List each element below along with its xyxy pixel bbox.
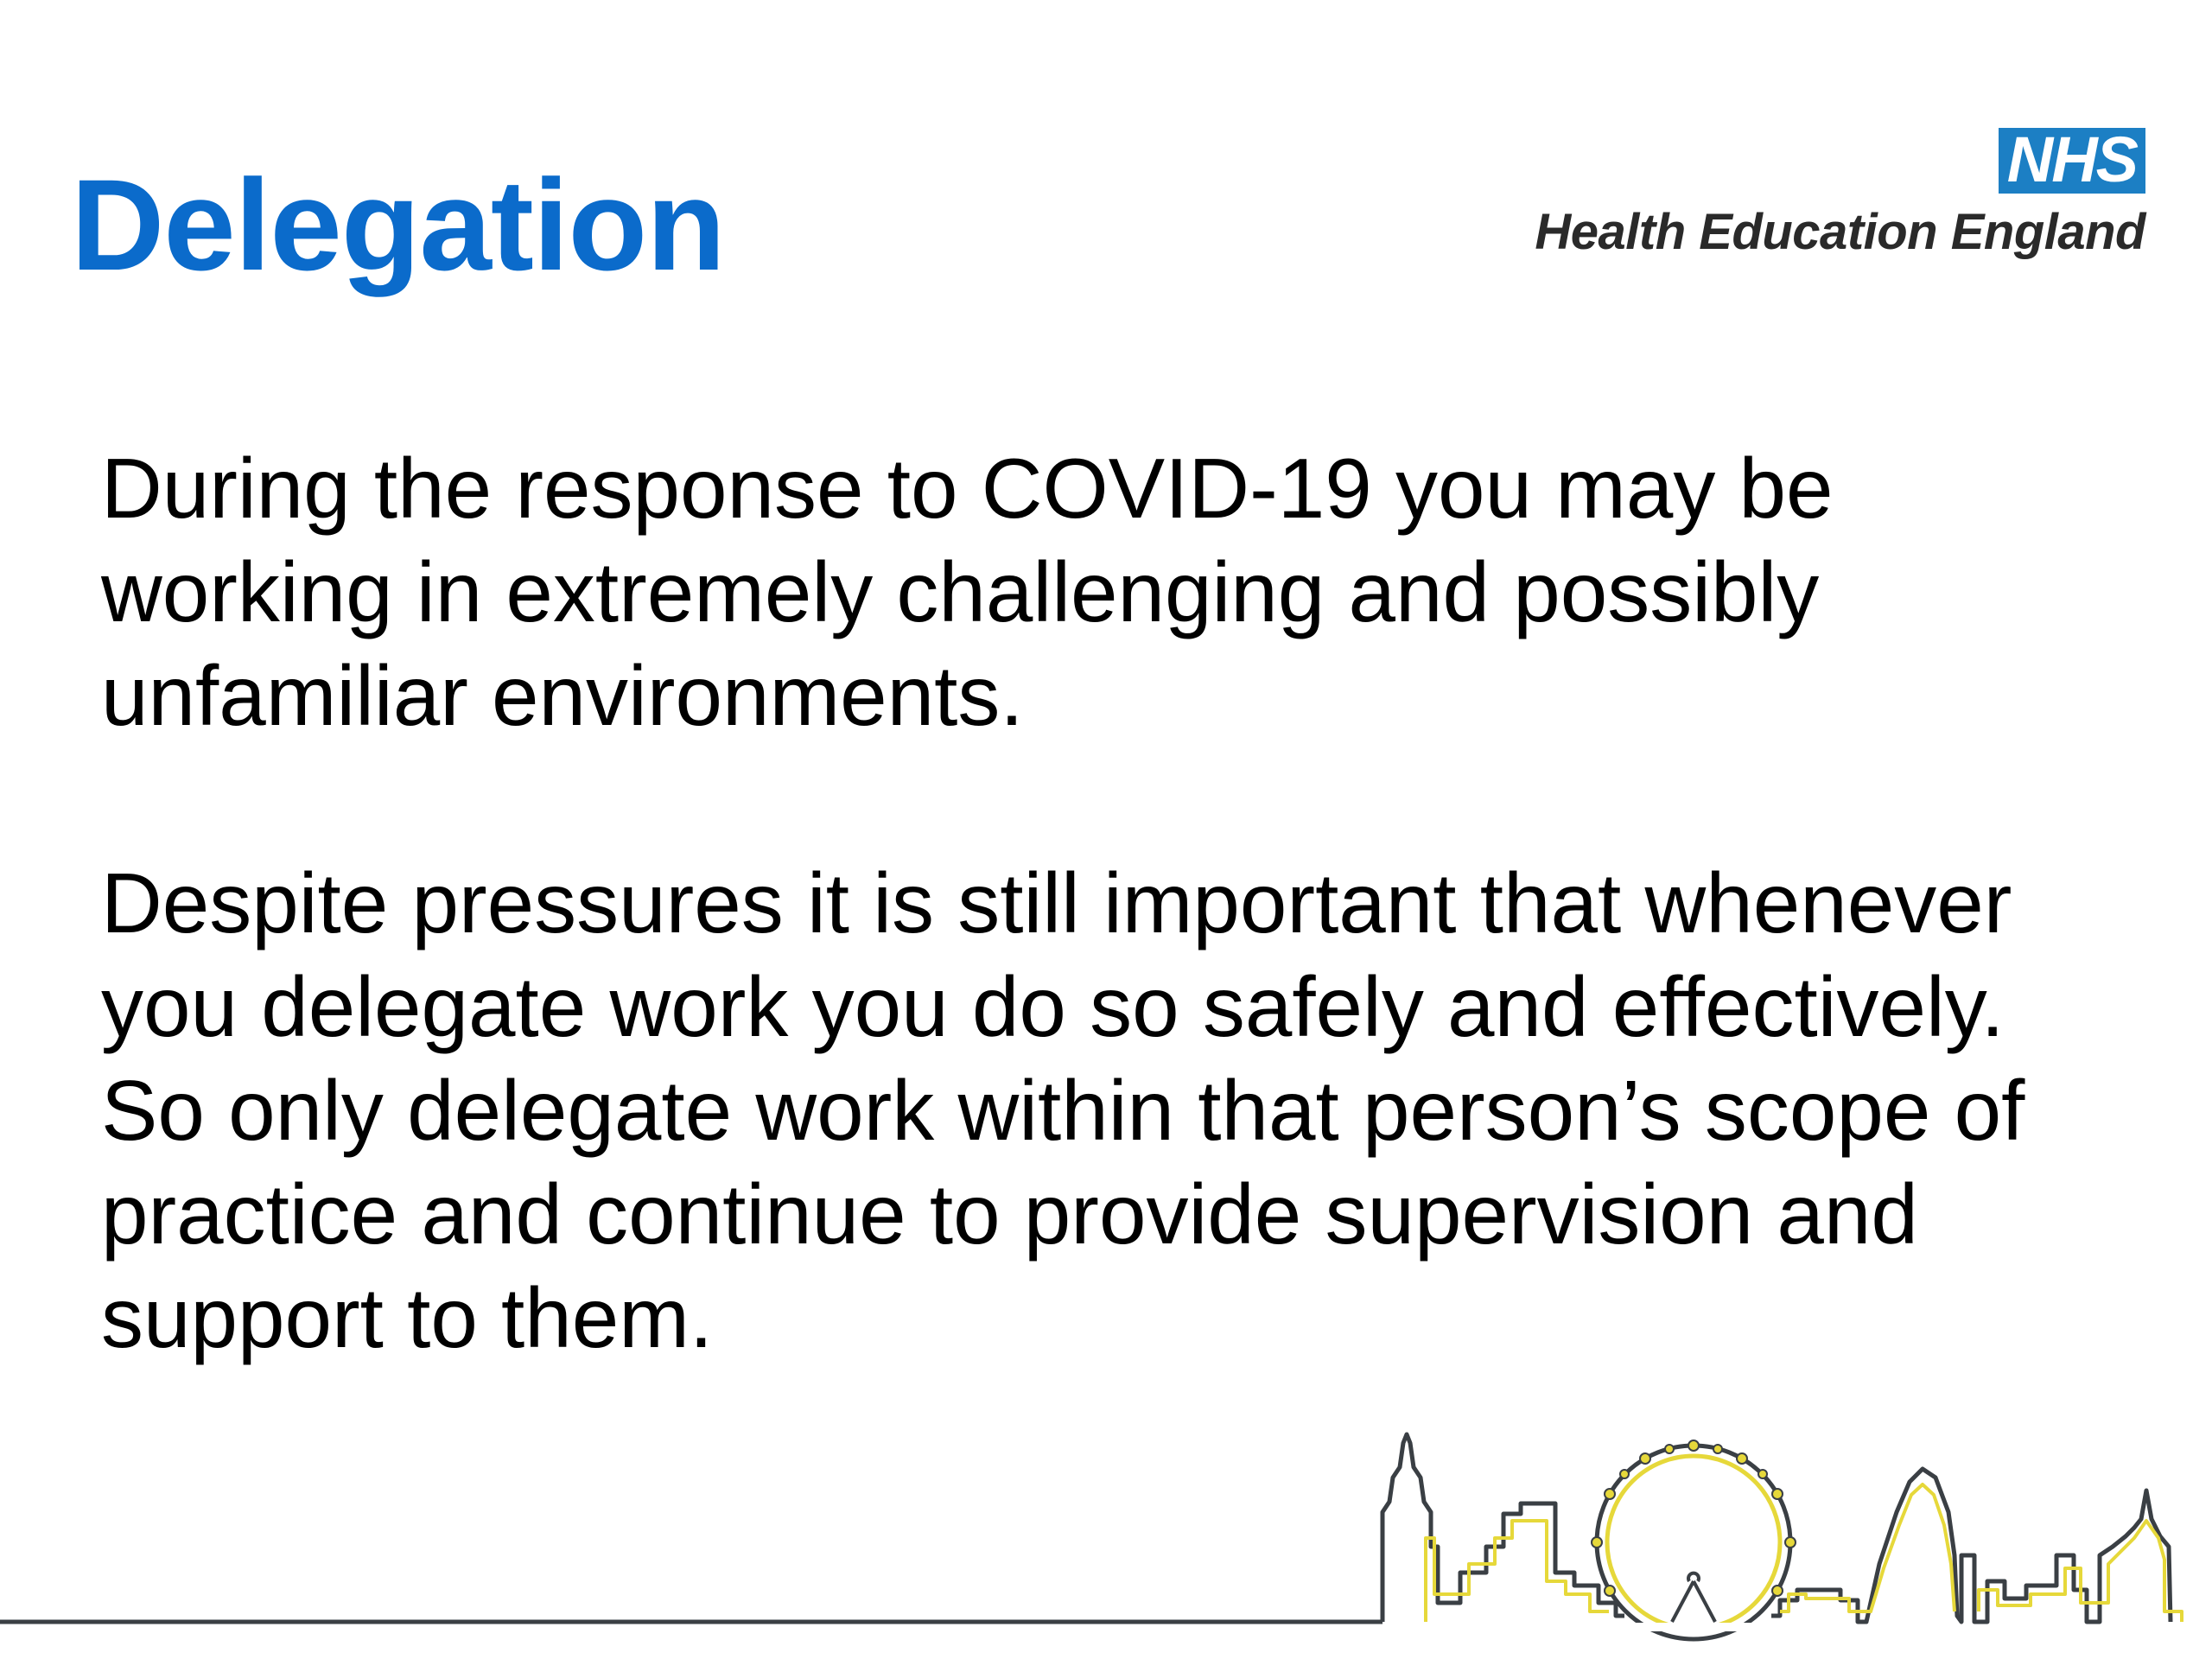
paragraph-1: During the response to COVID-19 you may be working in extremely challenging and possibly unfamiliar environments. xyxy=(101,441,1834,743)
nhs-hee-logo xyxy=(1535,124,2145,261)
paragraph-2: Despite pressures it is still important that whenever you delegate work you do so safely and effectively. So only delegate work within that person’s scope of practice and continue to provide supervision and support to them. xyxy=(101,855,2025,1365)
slide-body xyxy=(101,436,2123,1370)
skyline-ground-mask xyxy=(1590,1623,1797,1631)
slide-title: Delegation xyxy=(71,152,725,297)
london-eye-wheel-yellow xyxy=(1607,1456,1780,1629)
organisation-name: Health Education England xyxy=(1535,204,2145,260)
london-skyline-decoration xyxy=(0,1417,2212,1659)
london-eye-support xyxy=(1672,1573,1715,1622)
nhs-badge: NHS xyxy=(1999,128,2145,194)
